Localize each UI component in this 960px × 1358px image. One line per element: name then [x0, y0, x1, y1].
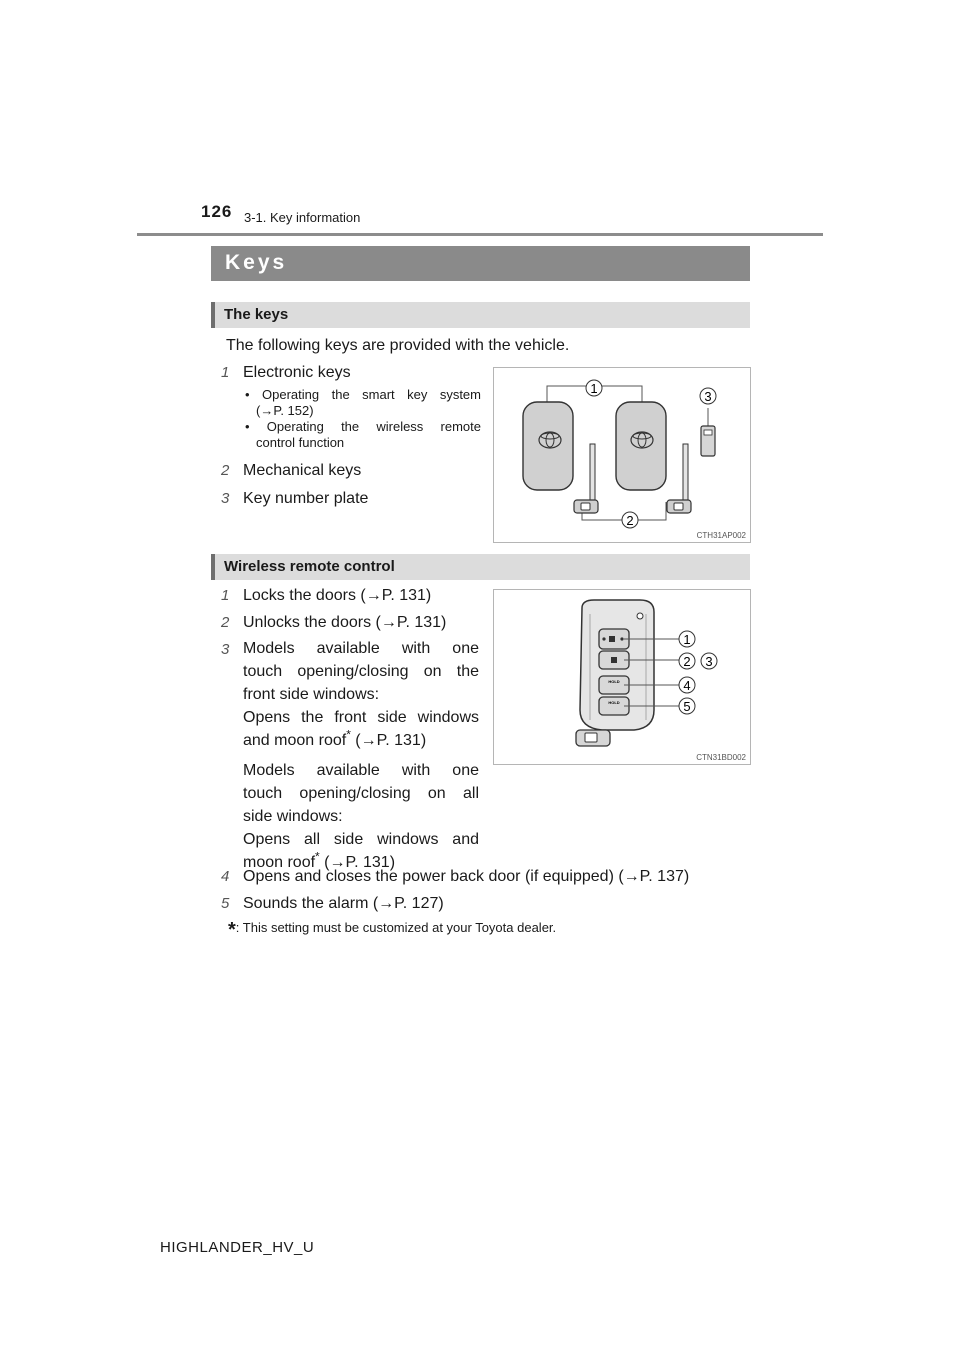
bullet-list	[245, 387, 481, 451]
page-title-bar	[211, 246, 750, 281]
item-number: 2	[221, 614, 230, 631]
text-line: touch opening/closing on the	[243, 663, 479, 680]
text-line: side windows:	[243, 808, 343, 825]
item-electronic-keys: Electronic keys	[243, 364, 351, 381]
remote-heading-bar	[211, 554, 750, 580]
text-line: touch opening/closing on all	[243, 785, 479, 802]
item-number: 2	[221, 462, 230, 479]
item-number: 4	[221, 868, 230, 885]
text-line: and moon roof* (→P. 131)	[243, 727, 427, 749]
bullet-item: • Operating the wireless remote	[245, 419, 481, 434]
bullet-continuation: control function	[256, 435, 345, 450]
bullet-item: • Operating the smart key system	[245, 387, 481, 402]
text-line: Opens all side windows and	[243, 831, 479, 848]
item-windows-block	[243, 637, 479, 874]
text-line: Models available with one	[243, 762, 479, 779]
footer-model: HIGHLANDER_HV_U	[160, 1239, 315, 1256]
item-number: 5	[221, 895, 230, 912]
callout-1: 1	[590, 381, 598, 396]
mechanical-key-left	[590, 444, 595, 500]
asterisk-mark: *	[346, 727, 351, 742]
keys-illustration	[493, 367, 751, 543]
remote-illustration	[493, 589, 751, 765]
item-key-number-plate: Key number plate	[243, 490, 369, 507]
item-number: 3	[221, 490, 230, 507]
figure-code: CTH31AP002	[696, 531, 746, 540]
text-line: Models available with one	[243, 640, 479, 657]
text-line: moon roof* (→P. 131)	[243, 849, 396, 871]
hold-label: HOLD	[608, 679, 620, 684]
item-number: 1	[221, 587, 230, 604]
heading-marker	[211, 554, 215, 580]
figure-code: CTN31BD002	[696, 753, 746, 762]
remote-heading: Wireless remote control	[224, 558, 395, 575]
section-header: 3-1. Key information	[244, 210, 361, 225]
footnote-asterisk: *	[228, 919, 236, 941]
asterisk-mark: *	[315, 849, 320, 864]
item-alarm: Sounds the alarm (→P. 127)	[243, 895, 444, 912]
text-line: Opens the front side windows	[243, 709, 479, 726]
item-number: 1	[221, 364, 230, 381]
item-mechanical-keys: Mechanical keys	[243, 462, 362, 479]
bullet-continuation: (→P. 152)	[256, 403, 314, 418]
callout-4: 4	[683, 678, 691, 693]
text-line: front side windows:	[243, 686, 380, 703]
callout-3: 3	[704, 389, 712, 404]
callout-3: 3	[705, 654, 713, 669]
callout-5: 5	[683, 699, 691, 714]
keys-drawing	[494, 368, 750, 542]
page-title: Keys	[225, 251, 288, 274]
item-number: 3	[221, 641, 230, 658]
keys-heading: The keys	[224, 306, 289, 323]
page-number: 126	[201, 202, 233, 221]
callout-2: 2	[626, 513, 634, 528]
mechanical-key-right	[683, 444, 688, 500]
heading-marker	[211, 302, 215, 328]
item-lock: Locks the doors (→P. 131)	[243, 587, 432, 604]
item-unlock: Unlocks the doors (→P. 131)	[243, 614, 447, 631]
footnote: *: This setting must be customized at your Toyota dealer.	[228, 919, 557, 941]
hold-label: HOLD	[608, 700, 620, 705]
callout-1: 1	[683, 632, 691, 647]
remote-drawing	[494, 590, 750, 764]
callout-2: 2	[683, 654, 691, 669]
keys-intro: The following keys are provided with the vehicle.	[226, 337, 570, 354]
keys-heading-bar	[211, 302, 750, 328]
header-rule	[137, 233, 823, 236]
item-power-back-door: Opens and closes the power back door (if equipped) (→P. 137)	[243, 868, 690, 885]
key-fob-right	[616, 402, 666, 490]
